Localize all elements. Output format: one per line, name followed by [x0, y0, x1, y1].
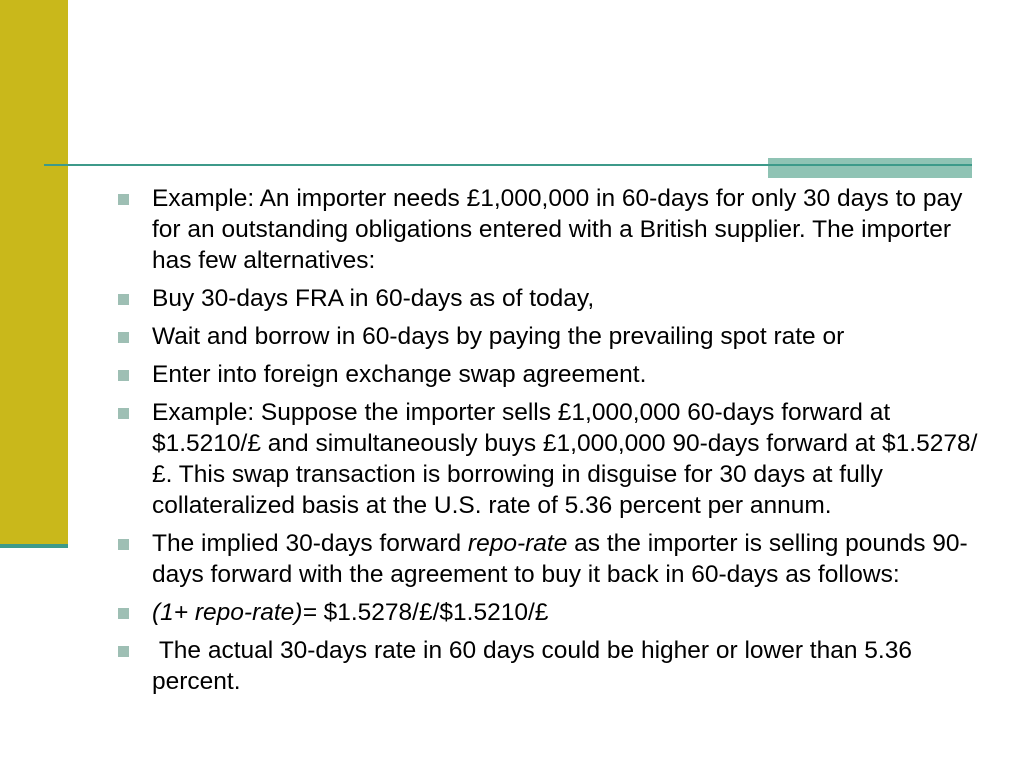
title-accent-bar: [768, 158, 972, 178]
bullet-text-italic: repo-rate: [467, 530, 568, 557]
bullet-text: The actual 30-days rate in 60 days could be higher or lower than 5.36 percent.: [152, 637, 919, 695]
bullet-item: [118, 635, 988, 697]
bullet-item: [118, 283, 988, 314]
square-bullet-icon: [118, 370, 129, 381]
square-bullet-icon: [118, 608, 129, 619]
bullet-item: [118, 183, 988, 276]
bullet-item: [118, 321, 988, 352]
bullet-text: Enter into foreign exchange swap agreement.: [152, 361, 647, 388]
bullet-text: $1.5278/£/$1.5210/£: [316, 599, 549, 626]
sidebar-decoration: [0, 0, 68, 546]
bullet-list: [118, 183, 988, 697]
bullet-item: [118, 359, 988, 390]
bullet-text: Buy 30-days FRA in 60-days as of today,: [152, 285, 595, 312]
bullet-text: Example: Suppose the importer sells £1,000,000 60-days forward at $1.5210/£ and simultaneously buys £1,000,000 90-days forward at $1.5278/£. This swap transaction is borrowing in disguise for 30 days at fully collateralized basis at the U.S. rate of 5.36 percent per annum.: [152, 399, 978, 519]
square-bullet-icon: [118, 294, 129, 305]
bullet-item: [118, 397, 988, 521]
square-bullet-icon: [118, 408, 129, 419]
bullet-text: Example: An importer needs £1,000,000 in 60-days for only 30 days to pay for an outstanding obligations entered with a British supplier. The importer has few alternatives:: [152, 185, 963, 274]
square-bullet-icon: [118, 194, 129, 205]
bullet-text: The implied 30-days forward: [152, 530, 468, 557]
sidebar-divider: [0, 544, 68, 548]
square-bullet-icon: [118, 646, 129, 657]
bullet-text: Wait and borrow in 60-days by paying the prevailing spot rate or: [152, 323, 845, 350]
title-divider-line: [44, 164, 972, 166]
bullet-text: as the importer is selling pounds 90-days forward with the agreement to buy it back in 60-days as follows:: [152, 530, 968, 588]
square-bullet-icon: [118, 332, 129, 343]
bullet-text-italic: (1+ repo-rate)=: [152, 599, 317, 626]
square-bullet-icon: [118, 539, 129, 550]
bullet-item: [118, 528, 988, 590]
bullet-item: [118, 597, 988, 628]
slide-body: [118, 183, 988, 704]
